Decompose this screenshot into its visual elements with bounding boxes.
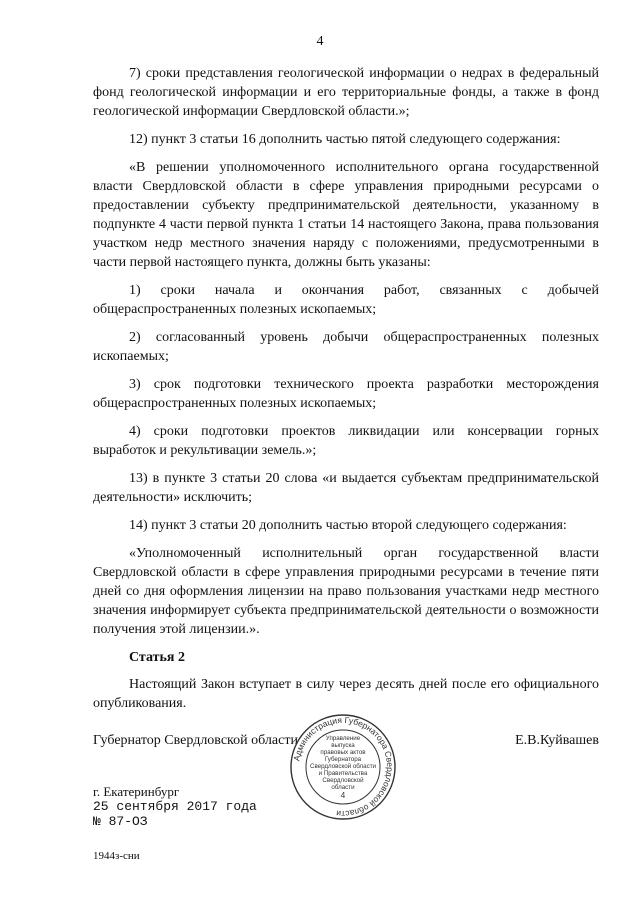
document-footer — [93, 784, 257, 829]
stamp-line: Свердловской — [322, 777, 364, 784]
stamp-line: Губернатора — [324, 756, 362, 763]
paragraph: 2) согласованный уровень добычи общераспространенных полезных ископаемых; — [93, 330, 599, 364]
stamp-ring-text: Администрация Губернатора Свердловской области — [291, 714, 396, 820]
stamp-line: выпуска — [331, 742, 355, 749]
paragraph: 12) пункт 3 статьи 16 дополнить частью пятой следующего содержания: — [129, 132, 561, 147]
paragraph: «Уполномоченный исполнительный орган государственной власти Свердловской области в сфере управления природными ресурсами в течение пяти дней со дня оформления лицензии на право пользования участками недр местного значения информирует субъекта предпринимательской деятельности о возможности получения этой лицензии.». — [93, 546, 599, 637]
official-stamp — [288, 712, 398, 822]
stamp-line: Свердловской области — [309, 763, 377, 770]
paragraph: 3) срок подготовки технического проекта разработки месторождения общераспространенных полезных ископаемых; — [93, 377, 599, 411]
stamp-line: и Правительства — [318, 770, 368, 777]
article-heading: Статья 2 — [129, 650, 185, 665]
paragraph: 4) сроки подготовки проектов ликвидации или консервации горных выработок и рекультивации земель.»; — [93, 424, 599, 458]
footer-law-number: № 87-ОЗ — [93, 814, 148, 829]
paragraph: 13) в пункте 3 статьи 20 слова «и выдается субъектам предпринимательской деятельности» исключить; — [93, 471, 599, 505]
signature-name: Е.В.Куйвашев — [515, 733, 599, 748]
registry-code: 1944з-сни — [93, 850, 140, 862]
stamp-number: 4 — [340, 791, 346, 800]
footer-city: г. Екатеринбург — [93, 784, 180, 799]
stamp-line: правовых актов — [320, 749, 366, 756]
paragraph: 14) пункт 3 статьи 20 дополнить частью второй следующего содержания: — [129, 518, 567, 533]
signature-title: Губернатор Свердловской области — [93, 733, 298, 748]
paragraph: 1) сроки начала и окончания работ, связанных с добычей общераспространенных полезных ископаемых; — [93, 283, 599, 317]
stamp-seal-icon — [288, 712, 398, 822]
page-number: 4 — [316, 34, 324, 49]
stamp-line: области — [331, 784, 355, 791]
paragraph: Настоящий Закон вступает в силу через десять дней после его официального опубликования. — [93, 677, 599, 711]
paragraph: «В решении уполномоченного исполнительного органа государственной власти Свердловской области в сфере управления природными ресурсами о предоставлении субъекту предпринимательской деятельности, указанному в подпункте 4 части первой пункта 1 статьи 14 настоящего Закона, права пользования участком недр местного значения наряду с положениями, предусмотренными в части первой настоящего пункта, должны быть указаны: — [93, 160, 599, 270]
stamp-line: Управление — [325, 735, 361, 742]
paragraph: 7) сроки представления геологической информации о недрах в федеральный фонд геологической информации и его территориальные фонды, а также в фонд геологической информации Свердловской области.»; — [93, 66, 599, 119]
footer-date: 25 сентября 2017 года — [93, 799, 257, 814]
document-body — [93, 64, 599, 722]
